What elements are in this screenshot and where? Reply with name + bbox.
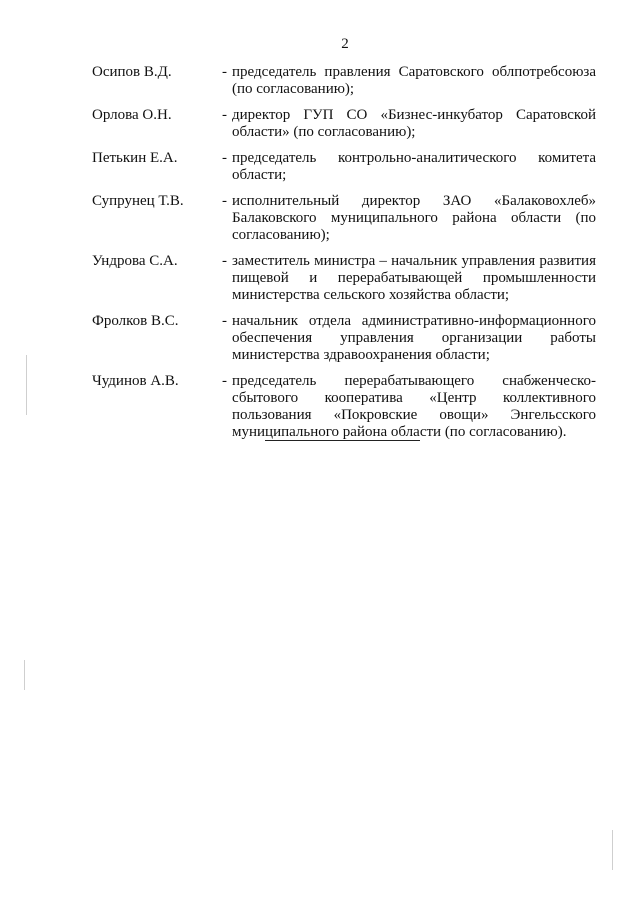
member-entry — [92, 313, 596, 364]
member-role: директор ГУП СО «Бизнес-инкубатор Саратовской области» (по согласованию); — [232, 107, 596, 140]
member-name: Супрунец Т.В. — [92, 193, 184, 209]
closing-rule — [265, 440, 420, 441]
member-role: председатель контрольно-аналитического комитета области; — [232, 150, 596, 183]
member-entry — [92, 193, 596, 244]
member-dash: - — [222, 253, 227, 269]
member-entry — [92, 107, 596, 141]
member-name: Ундрова С.А. — [92, 253, 178, 269]
member-entry — [92, 373, 596, 441]
member-role: исполнительный директор ЗАО «Балаковохлеб» Балаковского муниципального района области (по согласованию); — [232, 193, 596, 243]
member-dash: - — [222, 64, 227, 80]
member-name: Фролков В.С. — [92, 313, 179, 329]
member-dash: - — [222, 373, 227, 389]
member-name: Петькин Е.А. — [92, 150, 178, 166]
member-role: заместитель министра – начальник управления развития пищевой и перерабатывающей промышленности министерства сельского хозяйства области; — [232, 253, 596, 303]
member-role: председатель правления Саратовского облпотребсоюза (по согласованию); — [232, 64, 596, 97]
scan-edge-mark — [26, 355, 27, 415]
member-dash: - — [222, 107, 227, 123]
page-number: 2 — [341, 36, 349, 52]
member-entry — [92, 64, 596, 98]
member-list — [92, 64, 596, 450]
member-role: начальник отдела административно-информационного обеспечения управления организации работы министерства здравоохранения области; — [232, 313, 596, 363]
scan-edge-mark — [24, 660, 25, 690]
scan-edge-mark — [612, 830, 613, 870]
member-dash: - — [222, 193, 227, 209]
member-dash: - — [222, 150, 227, 166]
member-name: Орлова О.Н. — [92, 107, 172, 123]
member-name: Осипов В.Д. — [92, 64, 172, 80]
member-dash: - — [222, 313, 227, 329]
member-entry — [92, 253, 596, 304]
member-name: Чудинов А.В. — [92, 373, 179, 389]
member-role: председатель перерабатывающего снабженческо-сбытового кооператива «Центр коллективного пользования «Покровские овощи» Энгельсского муниципального района области (по согласованию). — [232, 373, 596, 440]
member-entry — [92, 150, 596, 184]
